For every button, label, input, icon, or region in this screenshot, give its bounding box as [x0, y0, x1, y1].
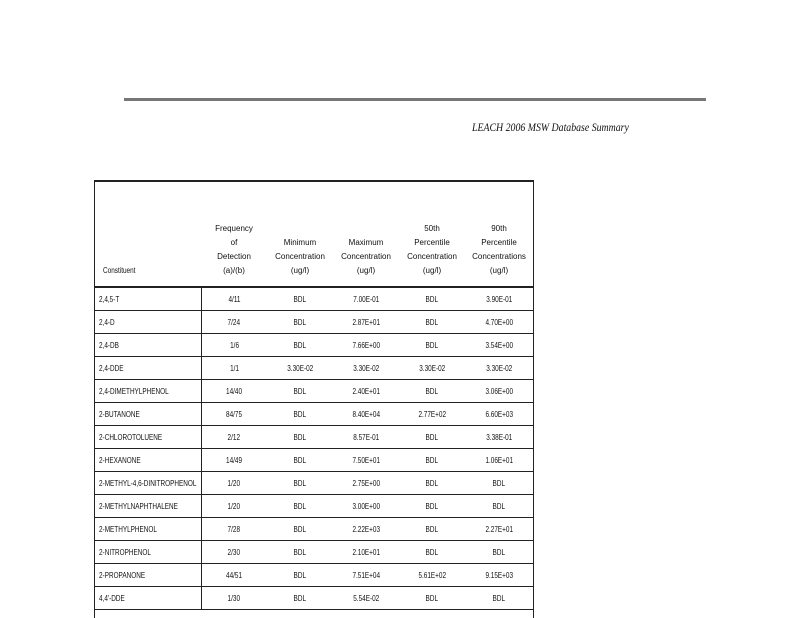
table-row	[95, 357, 533, 380]
cell-50th-percentile: BDL	[399, 311, 465, 334]
header-minimum: Minimum Concentration (ug/l)	[267, 182, 333, 287]
cell-maximum: 8.40E+04	[333, 403, 399, 426]
cell-maximum: 2.10E+01	[333, 541, 399, 564]
cell-minimum: BDL	[267, 495, 333, 518]
cell-frequency: 44/51	[201, 564, 267, 587]
cell-constituent: 2-CHLOROTOLUENE	[95, 426, 201, 449]
cell-maximum: 7.51E+04	[333, 564, 399, 587]
cell-constituent: 2,4-DDE	[95, 357, 201, 380]
cell-90th-percentile: BDL	[465, 541, 533, 564]
cell-minimum: 3.30E-02	[267, 357, 333, 380]
table-row	[95, 334, 533, 357]
cell-frequency: 4/11	[201, 287, 267, 311]
cell-minimum: BDL	[267, 287, 333, 311]
cell-90th-percentile: 4.70E+00	[465, 311, 533, 334]
cell-50th-percentile: BDL	[399, 287, 465, 311]
cell-minimum: BDL	[267, 518, 333, 541]
cell-frequency: 14/49	[201, 449, 267, 472]
cell-50th-percentile: 3.30E-02	[399, 357, 465, 380]
cell-constituent: 4,4'-DDE	[95, 587, 201, 610]
cell-90th-percentile: 3.54E+00	[465, 334, 533, 357]
header-rule	[124, 98, 706, 101]
cell-constituent: 2-METHYL-4,6-DINITROPHENOL	[95, 472, 201, 495]
cell-maximum: 2.87E+01	[333, 311, 399, 334]
cell-maximum: 2.22E+03	[333, 518, 399, 541]
cell-90th-percentile: 2.27E+01	[465, 518, 533, 541]
cell-50th-percentile: 5.61E+02	[399, 564, 465, 587]
cell-90th-percentile: 9.15E+03	[465, 564, 533, 587]
cell-50th-percentile: BDL	[399, 380, 465, 403]
cell-constituent: 2-HEXANONE	[95, 449, 201, 472]
cell-minimum: BDL	[267, 311, 333, 334]
cell-constituent: 2-METHYLNAPHTHALENE	[95, 495, 201, 518]
cell-maximum: 2.40E+01	[333, 380, 399, 403]
cell-frequency: 14/40	[201, 380, 267, 403]
cell-50th-percentile: BDL	[399, 518, 465, 541]
table-row	[95, 587, 533, 610]
cell-maximum: 5.54E-02	[333, 587, 399, 610]
cell-frequency: 7/28	[201, 518, 267, 541]
header-maximum: Maximum Concentration (ug/l)	[333, 182, 399, 287]
cell-frequency: 7/24	[201, 311, 267, 334]
cell-constituent: 2,4-D	[95, 311, 201, 334]
cell-constituent: 2-METHYLPHENOL	[95, 518, 201, 541]
summary-table-container	[94, 180, 534, 618]
cell-50th-percentile: BDL	[399, 426, 465, 449]
table-body	[95, 287, 533, 610]
cell-90th-percentile: 3.06E+00	[465, 380, 533, 403]
cell-frequency: 1/20	[201, 495, 267, 518]
cell-frequency: 1/1	[201, 357, 267, 380]
summary-table	[95, 182, 533, 610]
cell-constituent: 2,4-DIMETHYLPHENOL	[95, 380, 201, 403]
cell-maximum: 2.75E+00	[333, 472, 399, 495]
cell-frequency: 84/75	[201, 403, 267, 426]
table-row	[95, 449, 533, 472]
table-row	[95, 564, 533, 587]
header-constituent: Constituent	[95, 182, 201, 287]
table-row	[95, 426, 533, 449]
cell-constituent: 2,4-DB	[95, 334, 201, 357]
cell-90th-percentile: 3.30E-02	[465, 357, 533, 380]
cell-minimum: BDL	[267, 472, 333, 495]
cell-maximum: 8.57E-01	[333, 426, 399, 449]
cell-minimum: BDL	[267, 541, 333, 564]
cell-constituent: 2-PROPANONE	[95, 564, 201, 587]
cell-90th-percentile: 6.60E+03	[465, 403, 533, 426]
cell-frequency: 1/6	[201, 334, 267, 357]
cell-frequency: 2/12	[201, 426, 267, 449]
table-row	[95, 518, 533, 541]
document-header-title: LEACH 2006 MSW Database Summary	[472, 120, 629, 134]
table-row	[95, 311, 533, 334]
cell-minimum: BDL	[267, 426, 333, 449]
cell-50th-percentile: BDL	[399, 334, 465, 357]
cell-50th-percentile: BDL	[399, 541, 465, 564]
table-row	[95, 541, 533, 564]
cell-frequency: 1/20	[201, 472, 267, 495]
cell-minimum: BDL	[267, 380, 333, 403]
table-row	[95, 403, 533, 426]
header-90th-percentile: 90th Percentile Concentrations (ug/l)	[465, 182, 533, 287]
cell-frequency: 2/30	[201, 541, 267, 564]
cell-minimum: BDL	[267, 564, 333, 587]
cell-minimum: BDL	[267, 449, 333, 472]
cell-90th-percentile: 3.38E-01	[465, 426, 533, 449]
header-50th-percentile: 50th Percentile Concentration (ug/l)	[399, 182, 465, 287]
table-row	[95, 380, 533, 403]
cell-50th-percentile: BDL	[399, 449, 465, 472]
cell-maximum: 7.00E-01	[333, 287, 399, 311]
cell-minimum: BDL	[267, 334, 333, 357]
cell-frequency: 1/30	[201, 587, 267, 610]
cell-maximum: 7.66E+00	[333, 334, 399, 357]
cell-50th-percentile: BDL	[399, 472, 465, 495]
cell-50th-percentile: BDL	[399, 587, 465, 610]
cell-minimum: BDL	[267, 587, 333, 610]
cell-maximum: 3.30E-02	[333, 357, 399, 380]
cell-50th-percentile: 2.77E+02	[399, 403, 465, 426]
header-frequency: Frequency of Detection (a)/(b)	[201, 182, 267, 287]
table-row	[95, 495, 533, 518]
cell-90th-percentile: BDL	[465, 495, 533, 518]
cell-90th-percentile: 1.06E+01	[465, 449, 533, 472]
cell-constituent: 2,4,5-T	[95, 287, 201, 311]
cell-90th-percentile: BDL	[465, 472, 533, 495]
cell-maximum: 3.00E+00	[333, 495, 399, 518]
table-row	[95, 472, 533, 495]
cell-50th-percentile: BDL	[399, 495, 465, 518]
cell-constituent: 2-NITROPHENOL	[95, 541, 201, 564]
cell-minimum: BDL	[267, 403, 333, 426]
cell-90th-percentile: 3.90E-01	[465, 287, 533, 311]
cell-constituent: 2-BUTANONE	[95, 403, 201, 426]
table-row	[95, 287, 533, 311]
table-header	[95, 182, 533, 287]
cell-90th-percentile: BDL	[465, 587, 533, 610]
cell-maximum: 7.50E+01	[333, 449, 399, 472]
